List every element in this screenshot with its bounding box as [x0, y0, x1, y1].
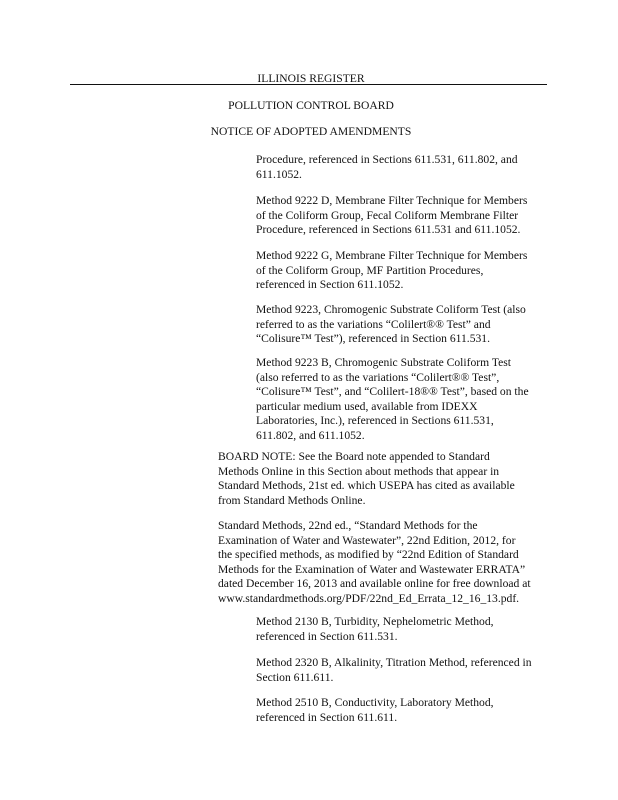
- paragraph-method-9222d: Method 9222 D, Membrane Filter Technique for Members of the Coliform Group, Fecal Coliform Membrane Filter Procedure, referenced in Sections 611.531 and 611.1052.: [256, 194, 528, 237]
- register-title: ILLINOIS REGISTER: [257, 72, 365, 85]
- notice-title: NOTICE OF ADOPTED AMENDMENTS: [210, 125, 412, 138]
- paragraph-method-9222g: Method 9222 G, Membrane Filter Technique for Members of the Coliform Group, MF Partition Procedures, referenced in Section 611.1052.: [256, 249, 528, 292]
- paragraph-method-9223b: Method 9223 B, Chromogenic Substrate Coliform Test (also referred to as the variations “Colilert®® Test”, “Colisure™ Test”, and “Colilert-18®® Test”, based on the particular medium used, available from IDEXX Laboratories, Inc.), referenced in Sections 611.531, 611.802, and 611.1052.: [256, 356, 529, 442]
- board-title: POLLUTION CONTROL BOARD: [228, 99, 394, 112]
- paragraph-board-note: BOARD NOTE: See the Board note appended to Standard Methods Online in this Section about methods that appear in Standard Methods, 21st ed. which USEPA has cited as available from Standard Methods Online.: [218, 450, 515, 507]
- paragraph-method-2320b: Method 2320 B, Alkalinity, Titration Method, referenced in Section 611.611.: [256, 656, 532, 684]
- paragraph-standard-methods-22nd: Standard Methods, 22nd ed., “Standard Methods for the Examination of Water and Wastewater”, 22nd Edition, 2012, for the specified methods, as modified by “22nd Edition of Standard Methods for the Examination of Water and Wastewater ERRATA” dated December 16, 2013 and available online for free download at www.standardmethods.org/PDF/22nd_Ed_Errata_12_16_13.pdf.: [218, 519, 531, 605]
- paragraph-procedure-continuation: Procedure, referenced in Sections 611.531, 611.802, and 611.1052.: [256, 153, 518, 181]
- paragraph-method-9223: Method 9223, Chromogenic Substrate Coliform Test (also referred to as the variations “Colilert®® Test” and “Colisure™ Test”), referenced in Section 611.531.: [256, 303, 526, 346]
- paragraph-method-2510b: Method 2510 B, Conductivity, Laboratory Method, referenced in Section 611.611.: [256, 696, 494, 724]
- paragraph-method-2130b: Method 2130 B, Turbidity, Nephelometric Method, referenced in Section 611.531.: [256, 615, 494, 643]
